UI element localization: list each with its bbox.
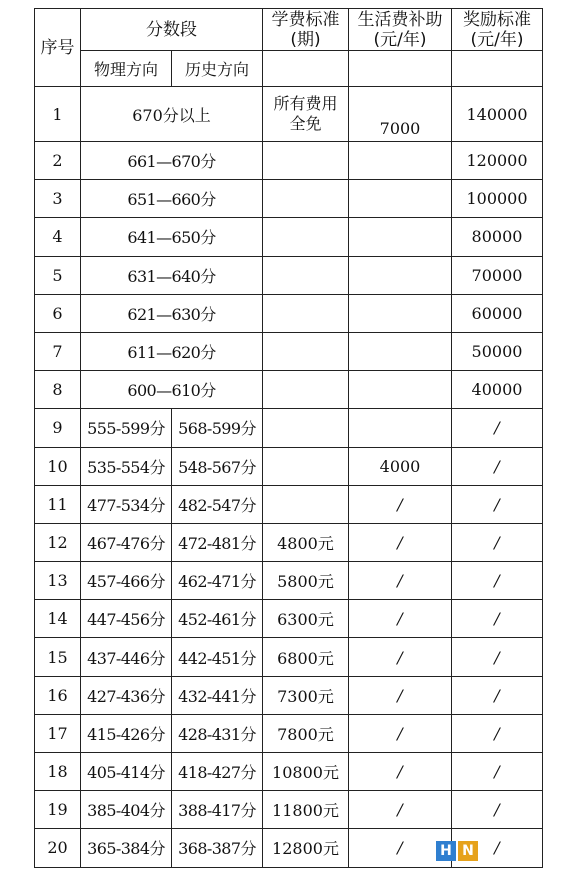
row-living: / (349, 638, 452, 676)
row-idx: 20 (35, 829, 81, 867)
header-living-line1: 生活费补助 (357, 9, 443, 30)
row-idx: 13 (35, 562, 81, 600)
header-award-line2: (元/年) (470, 29, 524, 50)
table-row (35, 791, 543, 829)
row-idx: 7 (35, 332, 81, 370)
header-award-line1: 奖励标准 (463, 9, 531, 30)
row-physics: 427-436分 (81, 676, 172, 714)
row-idx: 2 (35, 142, 81, 180)
row-physics: 457-466分 (81, 562, 172, 600)
row-award: / (452, 562, 543, 600)
watermark-logo (436, 839, 480, 863)
row-idx: 9 (35, 409, 81, 447)
row-fee (263, 142, 349, 180)
row-award: / (452, 714, 543, 752)
table-row (35, 409, 543, 447)
fee-exempt-line2: 全免 (289, 114, 322, 133)
row-fee (263, 256, 349, 294)
row-award: / (452, 409, 543, 447)
row-idx: 4 (35, 218, 81, 256)
row-fee (263, 447, 349, 485)
row-history: 442-451分 (172, 638, 263, 676)
row-fee (263, 218, 349, 256)
row-idx: 19 (35, 791, 81, 829)
table-row (35, 256, 543, 294)
row-history: 368-387分 (172, 829, 263, 867)
row-score: 670分以上 (81, 87, 263, 142)
header-idx: 序号 (40, 37, 75, 58)
row-award: 40000 (452, 371, 543, 409)
row-award: / (452, 600, 543, 638)
row-history: 428-431分 (172, 714, 263, 752)
table-row (35, 142, 543, 180)
row-history: 472-481分 (172, 523, 263, 561)
row-score: 611—620分 (81, 332, 263, 370)
row-fee: 10800元 (263, 753, 349, 791)
row-history: 568-599分 (172, 409, 263, 447)
row-history: 462-471分 (172, 562, 263, 600)
row-idx: 10 (35, 447, 81, 485)
table-row (35, 523, 543, 561)
row-idx: 6 (35, 294, 81, 332)
row-idx: 15 (35, 638, 81, 676)
row-idx: 14 (35, 600, 81, 638)
row-history: 418-427分 (172, 753, 263, 791)
table-row (35, 562, 543, 600)
row-living: / (349, 753, 452, 791)
scholarship-table (34, 8, 543, 868)
table-row (35, 600, 543, 638)
row-living: / (349, 829, 452, 867)
row-fee (263, 294, 349, 332)
row-score: 661—670分 (81, 142, 263, 180)
header-physics-cell (81, 51, 172, 87)
row-award: / (452, 447, 543, 485)
row-physics: 415-426分 (81, 714, 172, 752)
row-award: 140000 (452, 87, 543, 142)
row-award: 60000 (452, 294, 543, 332)
row-idx: 8 (35, 371, 81, 409)
row-physics: 365-384分 (81, 829, 172, 867)
row-award: / (452, 638, 543, 676)
row-fee (263, 371, 349, 409)
row-award: 70000 (452, 256, 543, 294)
row-fee: 7800元 (263, 714, 349, 752)
watermark-h: H (436, 841, 456, 861)
row-living (349, 180, 452, 218)
row-living: / (349, 600, 452, 638)
row-living (349, 409, 452, 447)
row-fee (263, 485, 349, 523)
row-living (349, 256, 452, 294)
row-fee: 5800元 (263, 562, 349, 600)
row-score: 621—630分 (81, 294, 263, 332)
header-fee-line1: 学费标准 (271, 9, 340, 30)
row-history: 482-547分 (172, 485, 263, 523)
table-row (35, 638, 543, 676)
row-living (349, 371, 452, 409)
row-idx: 1 (35, 87, 81, 142)
row-award: / (452, 829, 543, 867)
row-fee: 6800元 (263, 638, 349, 676)
row-history: 452-461分 (172, 600, 263, 638)
row-history: 388-417分 (172, 791, 263, 829)
row-living: 7000 (349, 87, 452, 142)
row-idx: 3 (35, 180, 81, 218)
header-row (35, 9, 543, 51)
row-score: 631—640分 (81, 256, 263, 294)
fee-exempt-line1: 所有费用 (273, 94, 338, 113)
row-idx: 12 (35, 523, 81, 561)
row-living (349, 218, 452, 256)
row-living: 4000 (349, 447, 452, 485)
row-award: / (452, 485, 543, 523)
table-row (35, 485, 543, 523)
row-living: / (349, 523, 452, 561)
row-award: / (452, 676, 543, 714)
header-physics: 物理方向 (93, 60, 158, 79)
empty-cell (452, 51, 543, 87)
row-fee: 6300元 (263, 600, 349, 638)
row-award: 80000 (452, 218, 543, 256)
row-history: 432-441分 (172, 676, 263, 714)
table-row (35, 447, 543, 485)
row-award: / (452, 523, 543, 561)
header-score-band-cell (81, 9, 263, 51)
row-fee: 7300元 (263, 676, 349, 714)
row-living (349, 142, 452, 180)
row-physics: 405-414分 (81, 753, 172, 791)
row-fee: 12800元 (263, 829, 349, 867)
row-fee (263, 332, 349, 370)
row-living: / (349, 485, 452, 523)
row-physics: 385-404分 (81, 791, 172, 829)
header-award-cell (452, 9, 543, 51)
row-physics: 467-476分 (81, 523, 172, 561)
table-row (35, 218, 543, 256)
table-row (35, 332, 543, 370)
empty-cell (263, 51, 349, 87)
row-idx: 11 (35, 485, 81, 523)
row-living: / (349, 791, 452, 829)
header-fee-line2: (期) (290, 29, 321, 50)
row-award: 100000 (452, 180, 543, 218)
row-living: / (349, 562, 452, 600)
row-living (349, 332, 452, 370)
table-row (35, 714, 543, 752)
row-fee (263, 180, 349, 218)
row-physics: 555-599分 (81, 409, 172, 447)
header-history: 历史方向 (184, 60, 249, 79)
row-fee: 4800元 (263, 523, 349, 561)
header-score-band: 分数段 (146, 19, 197, 40)
row-fee: 11800元 (263, 791, 349, 829)
row-idx: 17 (35, 714, 81, 752)
row-living: / (349, 676, 452, 714)
watermark-n: N (458, 841, 478, 861)
subheader-row (35, 51, 543, 87)
row-physics: 535-554分 (81, 447, 172, 485)
row-physics: 447-456分 (81, 600, 172, 638)
header-idx-cell (35, 9, 81, 87)
row-physics: 477-534分 (81, 485, 172, 523)
row-fee (263, 87, 349, 142)
row-award: / (452, 753, 543, 791)
row-score: 641—650分 (81, 218, 263, 256)
empty-cell (349, 51, 452, 87)
table-row (35, 180, 543, 218)
header-living-cell (349, 9, 452, 51)
row-award: / (452, 791, 543, 829)
header-fee-cell (263, 9, 349, 51)
row-history: 548-567分 (172, 447, 263, 485)
row-idx: 5 (35, 256, 81, 294)
table-row (35, 371, 543, 409)
row-idx: 18 (35, 753, 81, 791)
row-living: / (349, 714, 452, 752)
row-award: 120000 (452, 142, 543, 180)
row-living (349, 294, 452, 332)
table-row (35, 753, 543, 791)
header-history-cell (172, 51, 263, 87)
row-idx: 16 (35, 676, 81, 714)
row-award: 50000 (452, 332, 543, 370)
row-score: 651—660分 (81, 180, 263, 218)
table-row (35, 676, 543, 714)
row-score: 600—610分 (81, 371, 263, 409)
header-living-line2: (元/年) (373, 29, 427, 50)
row-physics: 437-446分 (81, 638, 172, 676)
row-fee (263, 409, 349, 447)
table-row (35, 87, 543, 142)
table-row (35, 294, 543, 332)
